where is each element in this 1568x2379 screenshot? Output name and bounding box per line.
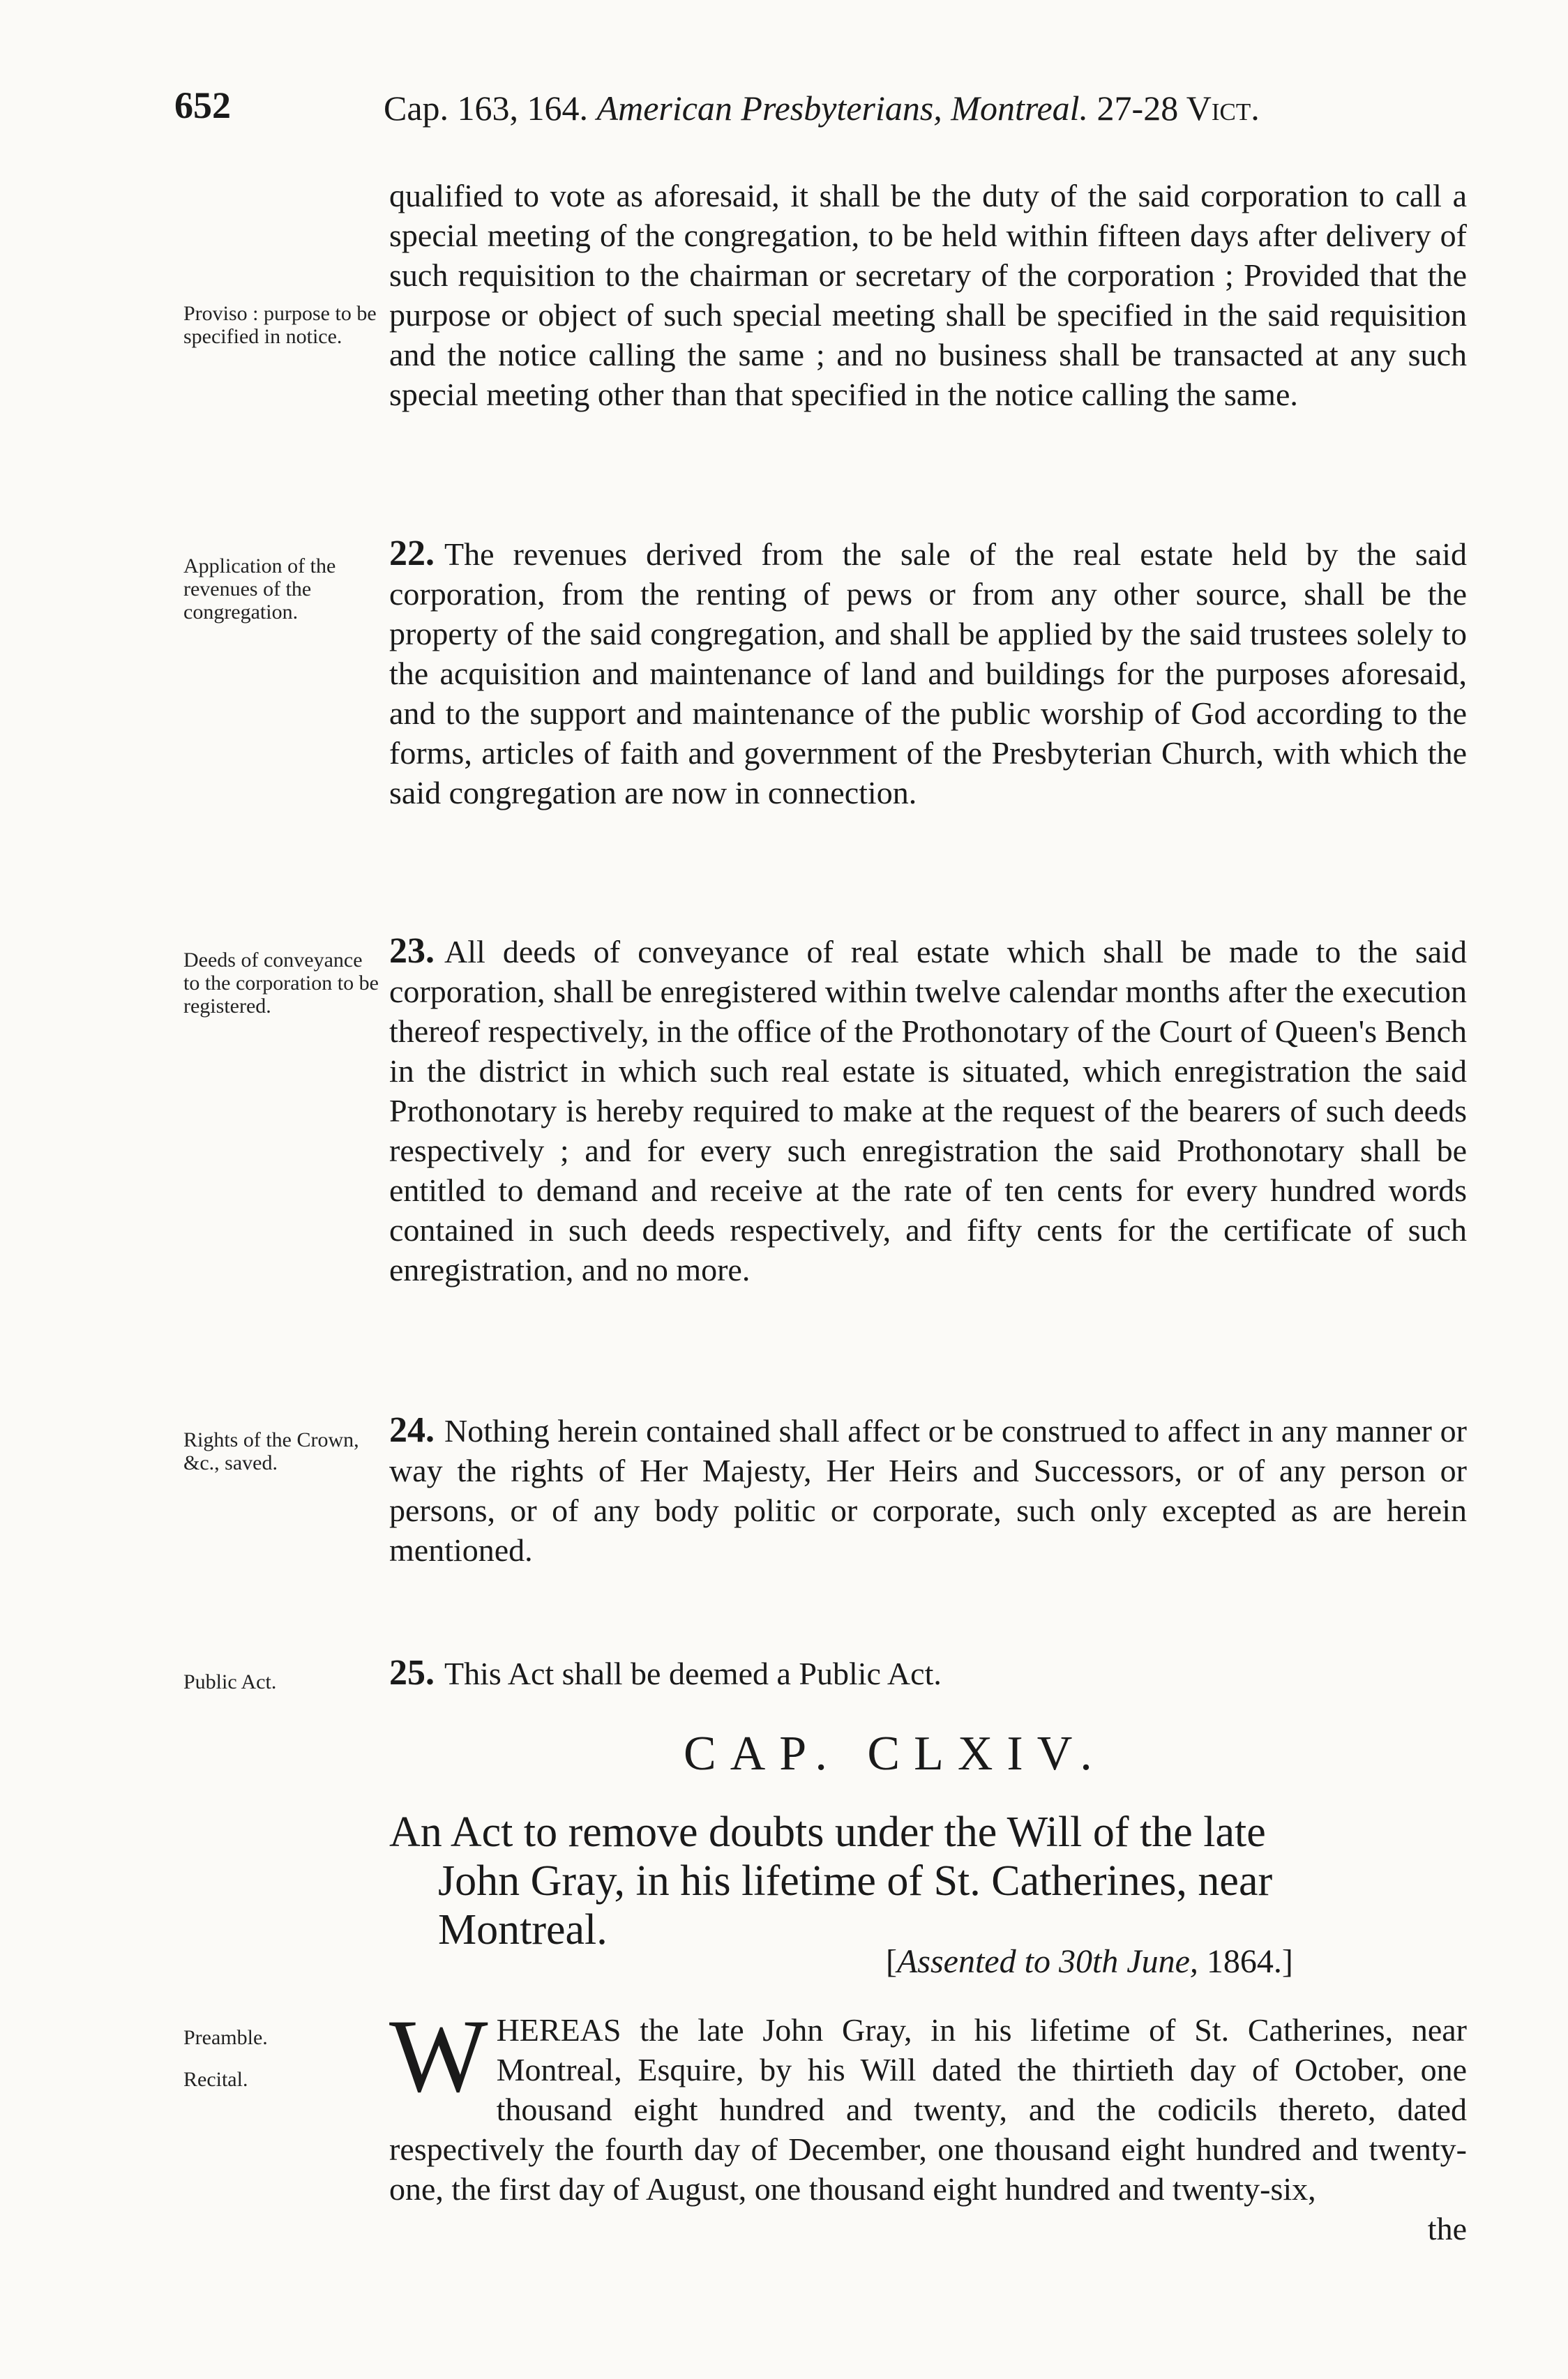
drop-cap: W	[389, 1998, 488, 2114]
act-title-line: An Act to remove doubts under the Will of the late	[389, 1808, 1266, 1856]
section-23	[389, 931, 1467, 1290]
section-number: 22.	[389, 534, 435, 573]
assent-date	[886, 1942, 1293, 1981]
continuation-block	[389, 176, 1467, 414]
act-short-title: American Presbyterians, Montreal.	[596, 89, 1089, 128]
margin-note-proviso: Proviso : purpose to be specified in notice.	[183, 302, 377, 348]
assent-year: 1864.]	[1206, 1943, 1293, 1980]
page-number: 652	[174, 84, 231, 126]
section-24	[389, 1410, 1467, 1570]
section-text: All deeds of conveyance of real estate which shall be made to the said corporation, shall be enregistered within twelve calendar months after the execution thereof respectively, in the office of the Prothonotary of the Court of Queen's Bench in the district in which such real estate is situated, which enregistration the said Prothonotary is hereby required to make at the request of the bearers of such deeds respectively ; and for every such enregistration the said Prothonotary shall be entitled to demand and receive at the rate of ten cents for every hundred words contained in such deeds respectively, and fifty cents for the certificate of such enregistration, and no more.	[389, 934, 1467, 1287]
margin-note-section-25: Public Act.	[183, 1670, 277, 1693]
preamble	[389, 1998, 1467, 2249]
section-paragraph	[389, 1653, 1467, 1693]
margin-note-recital: Recital.	[183, 2068, 248, 2091]
section-22	[389, 534, 1467, 813]
chapter-ref: Cap. 163, 164.	[384, 89, 589, 128]
act-title-line: John Gray, in his lifetime of St. Catherines, near	[438, 1857, 1273, 1905]
section-paragraph	[389, 1410, 1467, 1570]
section-25	[389, 1653, 1467, 1693]
margin-note-section-22: Application of the revenues of the congregation.	[183, 554, 336, 624]
section-number: 23.	[389, 931, 435, 971]
act-title-line: Montreal.	[438, 1906, 608, 1954]
running-header	[174, 84, 1500, 139]
margin-note-preamble: Preamble.	[183, 2026, 268, 2049]
margin-note-section-24: Rights of the Crown, &c., saved.	[183, 1428, 359, 1474]
section-number: 25.	[389, 1653, 435, 1693]
assent-bracket: [	[886, 1943, 897, 1980]
catchword: the	[1427, 2211, 1467, 2246]
continuation-paragraph: qualified to vote as aforesaid, it shall be the duty of the said corporation to call a special meeting of the congregation, to be held within fifteen days after delivery of such requisition to the chairman or secretary of the corporation ; Provided that the purpose or object of such special meeting shall be specified in the said requisition and the notice calling the same ; and no business shall be transacted at any such special meeting other than that specified in the notice calling the same.	[389, 178, 1467, 412]
regnal-year: 27-28 Vict.	[1096, 89, 1260, 128]
assent-text: Assented to 30th June,	[896, 1943, 1198, 1980]
margin-note-section-23: Deeds of conveyance to the corporation to be registered.	[183, 949, 379, 1018]
section-paragraph	[389, 931, 1467, 1290]
chapter-number: CAP. CLXIV.	[684, 1727, 1106, 1781]
section-paragraph	[389, 534, 1467, 813]
act-title	[389, 1808, 1477, 1954]
section-text: The revenues derived from the sale of the real estate held by the said corporation, from the renting of pews or from any other source, shall be the property of the said congregation, and shall be applied by the said trustees solely to the acquisition and maintenance of land and buildings for the purposes aforesaid, and to the support and maintenance of the public worship of God according to the forms, articles of faith and government of the Presbyterian Church, with which the said congregation are now in connection.	[389, 536, 1467, 810]
running-head	[384, 88, 1260, 128]
section-text: This Act shall be deemed a Public Act.	[444, 1656, 942, 1691]
preamble-text: HEREAS the late John Gray, in his lifetime of St. Catherines, near Montreal, Esquire, by his Will dated the thirtieth day of October, one thousand eight hundred and twenty, and the codicils thereto, dated respectively the fourth day of December, one thousand eight hundred and twenty-one, the first day of August, one thousand eight hundred and twenty-six,	[389, 2012, 1467, 2207]
section-text: Nothing herein contained shall affect or be construed to affect in any manner or way the rights of Her Majesty, Her Heirs and Successors, or of any person or persons, or of any body politic or corporate, such only excepted as are herein mentioned.	[389, 1413, 1467, 1568]
preamble-paragraph	[389, 1998, 1467, 2209]
section-number: 24.	[389, 1410, 435, 1450]
